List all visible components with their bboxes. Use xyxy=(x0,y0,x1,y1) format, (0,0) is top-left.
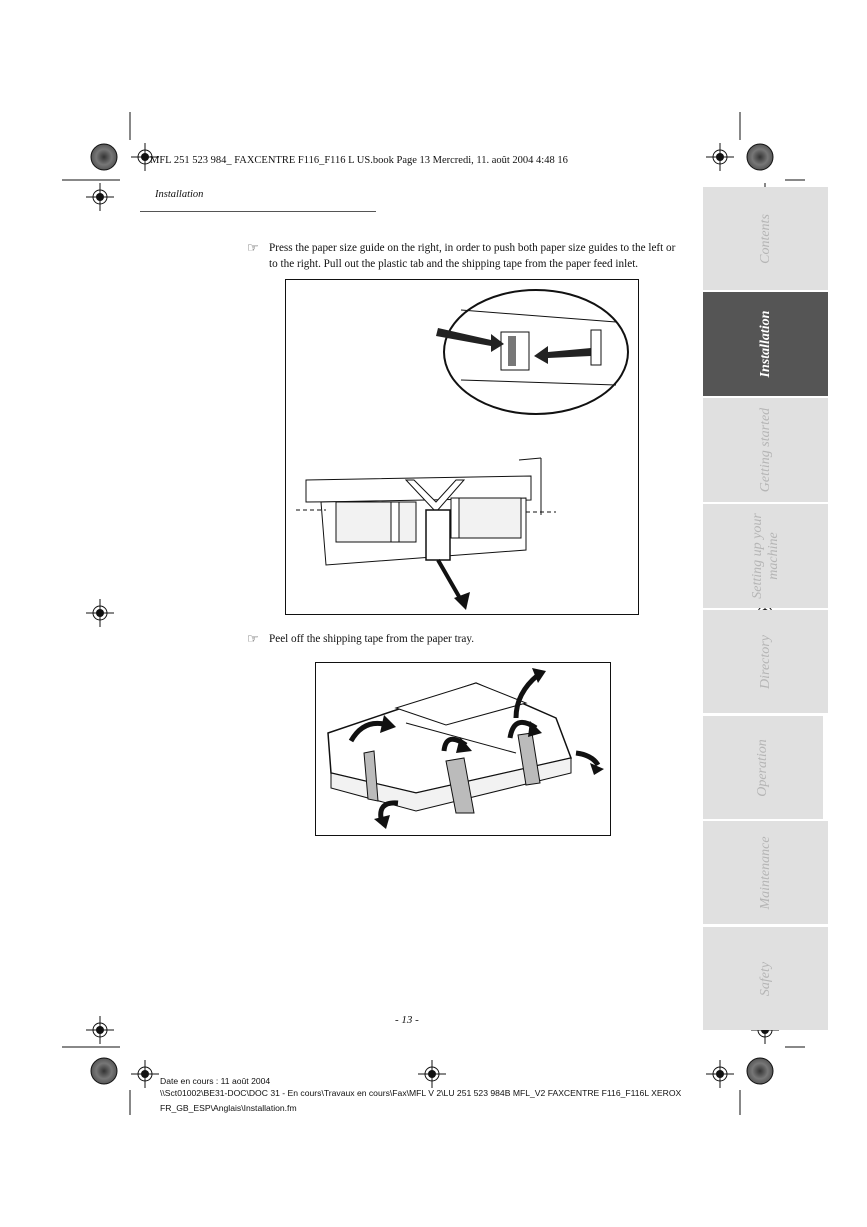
instruction-1 xyxy=(247,240,697,274)
instruction-1-line-1: Press the paper size guide on the right, in order to push both paper size guides to the left or xyxy=(269,242,676,254)
tab-setting-up-line-1: Setting up your xyxy=(749,513,765,599)
header-rule xyxy=(140,211,376,212)
tab-setting-up-label xyxy=(750,513,782,599)
tab-maintenance[interactable] xyxy=(703,821,828,924)
pointing-hand-icon: ☞ xyxy=(247,240,259,255)
instruction-1-line-2: to the right. Pull out the plastic tab and the shipping tape from the paper feed inlet. xyxy=(269,258,639,270)
tab-setting-up[interactable] xyxy=(703,504,828,608)
tab-contents[interactable] xyxy=(703,187,828,290)
tab-operation[interactable] xyxy=(703,716,823,819)
figure-paper-tray xyxy=(315,662,611,836)
figure-paper-guide xyxy=(285,279,639,615)
tab-getting-started[interactable] xyxy=(703,398,828,502)
page-number: - 13 - xyxy=(395,1014,419,1026)
tab-installation[interactable] xyxy=(703,292,828,396)
paper-guide-illustration xyxy=(286,280,638,614)
tab-installation-label: Installation xyxy=(757,310,773,378)
book-header-line: MFL 251 523 984_ FAXCENTRE F116_F116 L US.book Page 13 Mercredi, 11. août 2004 4:48 16 xyxy=(150,155,568,166)
tab-maintenance-label: Maintenance xyxy=(757,835,773,910)
footer-date: Date en cours : 11 août 2004 xyxy=(160,1076,271,1086)
section-label: Installation xyxy=(155,189,204,200)
instruction-2-line-1: Peel off the shipping tape from the paper tray. xyxy=(269,633,475,645)
tab-directory-label: Directory xyxy=(757,634,773,689)
tab-getting-started-label: Getting started xyxy=(757,407,773,493)
instruction-2 xyxy=(247,631,647,649)
paper-tray-illustration xyxy=(316,663,610,835)
tab-safety[interactable] xyxy=(703,927,828,1030)
footer-file: FR_GB_ESP\Anglais\Installation.fm xyxy=(160,1103,297,1113)
tab-setting-up-line-2: machine xyxy=(765,532,781,580)
pointing-hand-icon: ☞ xyxy=(247,631,259,646)
tab-directory[interactable] xyxy=(703,610,828,713)
footer-path: \\Sct01002\BE31-DOC\DOC 31 - En cours\Travaux en cours\Fax\MFL V 2\LU 251 523 984B MFL_V2 FAXCENTRE F116_F116L XEROX xyxy=(160,1088,682,1098)
tab-safety-label: Safety xyxy=(757,961,773,996)
tab-operation-label: Operation xyxy=(755,738,770,797)
tab-contents-label: Contents xyxy=(757,213,773,264)
